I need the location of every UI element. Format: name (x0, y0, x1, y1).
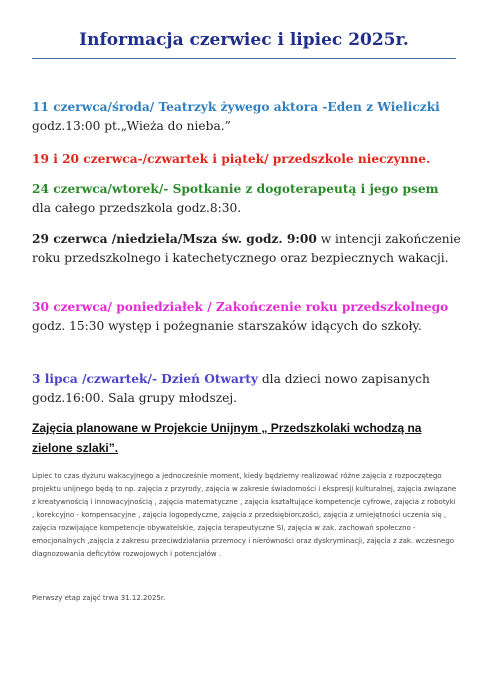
event-headline: 19 i 20 czerwca-/czwartek i piątek/ przedszkole nieczynne. (32, 152, 431, 166)
event-entry-zakonczenie (32, 298, 462, 336)
page-title: Informacja czerwiec i lipiec 2025r. (79, 30, 409, 50)
project-heading: Zajęcia planowane w Projekcie Unijnym „ Przedszkolaki wchodzą na zielone szlaki”. (32, 421, 422, 455)
event-details: godz. 15:30 występ i pożegnanie starszaków idących do szkoły. (32, 319, 422, 333)
event-details: w intencji zakończenie roku przedszkolnego i katechetycznego oraz bezpiecznych wakacji. (32, 232, 461, 265)
event-headline: 29 czerwca /niedziela/Msza św. godz. 9:00 (32, 232, 317, 246)
project-footer: Pierwszy etap zajęć trwa 31.12.2025r. (32, 594, 166, 602)
event-headline: 24 czerwca/wtorek/- Spotkanie z dogoterapeutą i jego psem (32, 182, 439, 196)
event-entry-msza (32, 230, 462, 268)
event-entry-teatrzyk (32, 98, 462, 136)
event-entry-dogoterapia (32, 180, 462, 218)
title-divider (32, 58, 456, 59)
event-entry-dzien-otwarty (32, 370, 462, 408)
event-details: godz.13:00 pt.„Wieża do nieba.” (32, 119, 231, 133)
event-headline: 3 lipca /czwartek/- Dzień Otwarty (32, 372, 258, 386)
event-entry-closed (32, 150, 462, 169)
event-headline: 11 czerwca/środa/ Teatrzyk żywego aktora -Eden z Wieliczki (32, 100, 440, 114)
event-details: dla dzieci nowo zapisanych godz.16:00. Sala grupy młodszej. (32, 372, 430, 405)
event-headline: 30 czerwca/ poniedziałek / Zakończenie roku przedszkolnego (32, 300, 449, 314)
project-description: Lipiec to czas dyżuru wakacyjnego a jednocześnie moment, kiedy będziemy realizować różne zajęcia z rozpoczętego projektu unijnego będą to np. zajęcia z przyrody, zajęcia w zakresie świadomości i ekspresji kulturalnej, zajęcia związane z kreatywnością i innowacyjnością , zajęcia matematyczne , zajęcia kształtujące kompetencje cyfrowe, zajęcia z robotyki , korekcyjno - kompensacyjne , zajęcia logopedyczne, zajęcia z przedsiębiorczości, zajęcia z umiejętności uczenia się , zajęcia rozwijające kompetencje obywatelskie, zajęcia terapeutyczne SI, zajęcia w zak. zachowań społeczno -emocjonalnych ,zajęcia z zakresu przeciwdziałania przemocy i nierówności oraz dyskryminacji, zajęcia z zak. wczesnego diagnozowania deficytów rozwojowych i potencjałów . (32, 472, 457, 558)
event-details: dla całego przedszkola godz.8:30. (32, 201, 242, 215)
